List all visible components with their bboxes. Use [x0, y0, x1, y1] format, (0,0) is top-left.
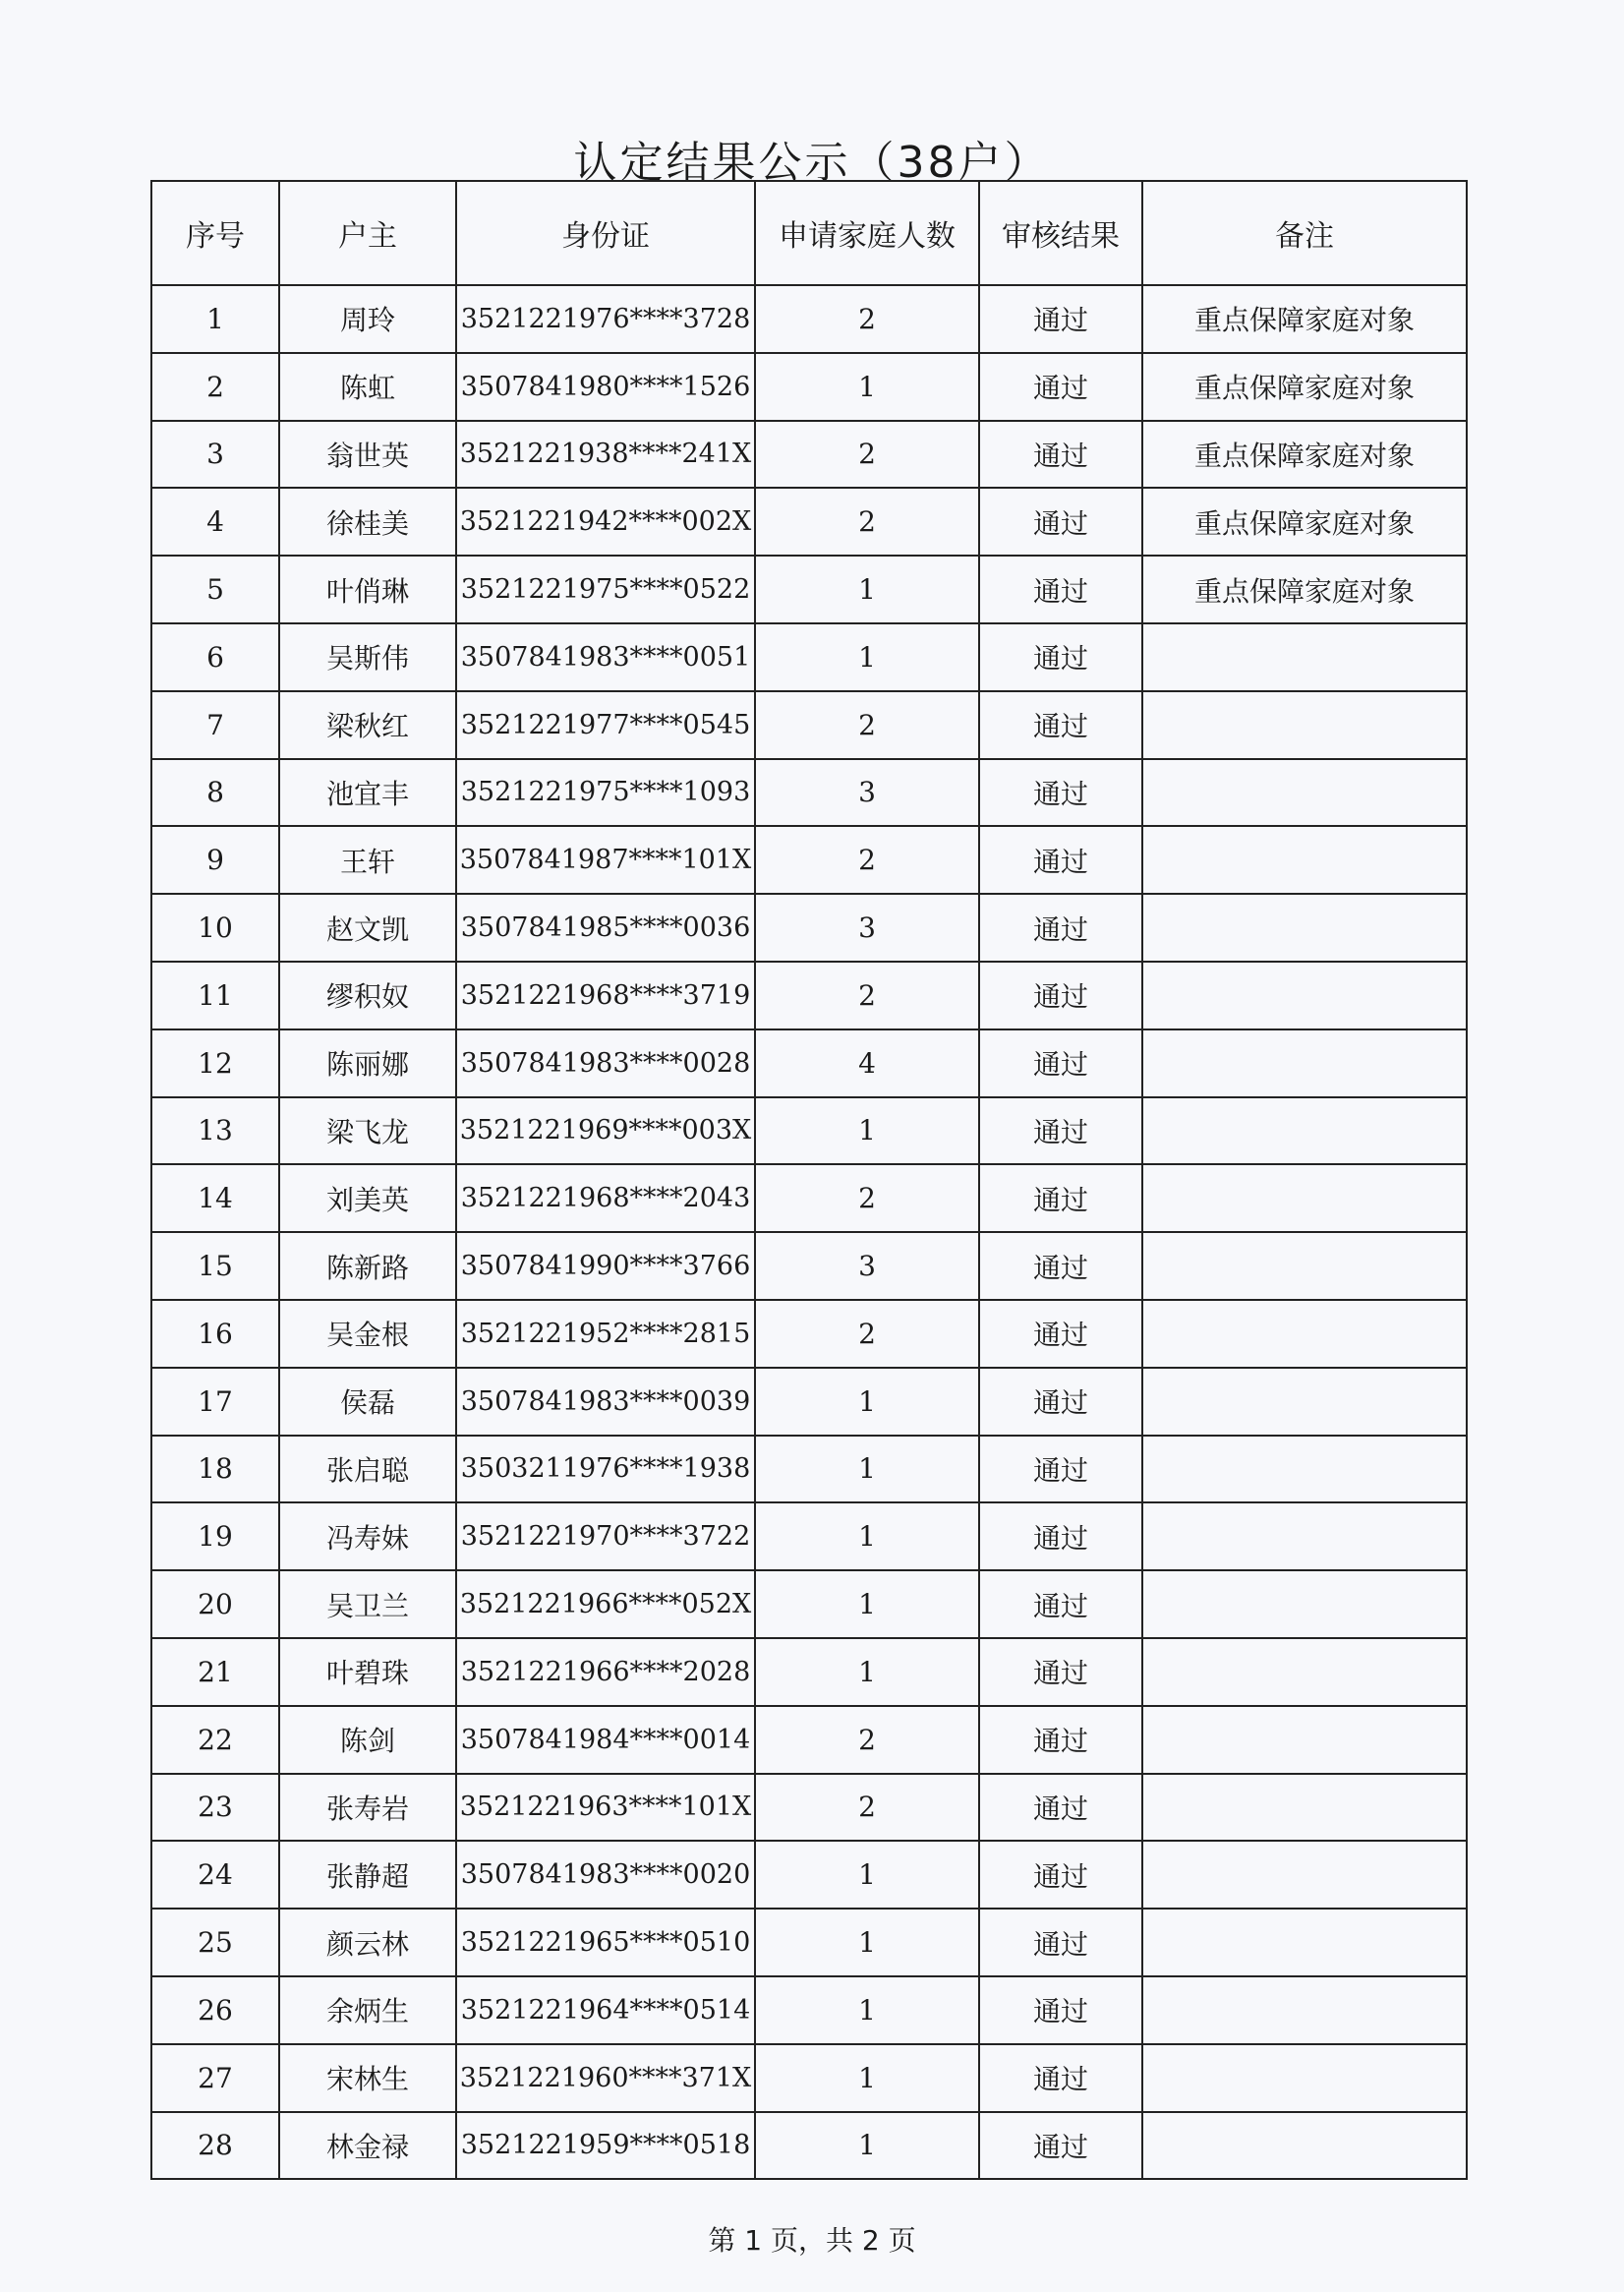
header-householder: 户主 [279, 181, 456, 285]
cell-family-size: 2 [755, 1164, 979, 1232]
cell-id-card: 3507841987****101X [456, 826, 755, 894]
table-row [151, 1097, 1467, 1165]
cell-no: 4 [151, 488, 279, 556]
cell-no: 15 [151, 1232, 279, 1300]
cell-remark [1142, 826, 1467, 894]
cell-id-card: 3503211976****1938 [456, 1436, 755, 1503]
table-row [151, 1368, 1467, 1436]
cell-review-result: 通过 [979, 1774, 1142, 1842]
table-row [151, 1706, 1467, 1774]
table-row [151, 1300, 1467, 1368]
header-no: 序号 [151, 181, 279, 285]
cell-householder: 吴卫兰 [279, 1570, 456, 1638]
cell-remark [1142, 1502, 1467, 1570]
cell-review-result: 通过 [979, 1164, 1142, 1232]
table-row [151, 285, 1467, 353]
cell-no: 19 [151, 1502, 279, 1570]
cell-remark [1142, 1232, 1467, 1300]
table-row [151, 1774, 1467, 1842]
cell-family-size: 1 [755, 1638, 979, 1706]
cell-householder: 叶碧珠 [279, 1638, 456, 1706]
cell-householder: 陈丽娜 [279, 1029, 456, 1097]
cell-family-size: 2 [755, 962, 979, 1029]
cell-family-size: 1 [755, 353, 979, 421]
cell-no: 7 [151, 691, 279, 759]
cell-householder: 陈剑 [279, 1706, 456, 1774]
cell-family-size: 1 [755, 623, 979, 691]
cell-id-card: 3521221977****0545 [456, 691, 755, 759]
cell-householder: 宋林生 [279, 2044, 456, 2112]
cell-family-size: 2 [755, 421, 979, 489]
table-row [151, 353, 1467, 421]
cell-id-card: 3507841980****1526 [456, 353, 755, 421]
cell-householder: 徐桂美 [279, 488, 456, 556]
table-row [151, 826, 1467, 894]
cell-no: 1 [151, 285, 279, 353]
cell-family-size: 2 [755, 1774, 979, 1842]
table-row [151, 691, 1467, 759]
cell-id-card: 3521221976****3728 [456, 285, 755, 353]
cell-family-size: 1 [755, 1841, 979, 1909]
table-row [151, 623, 1467, 691]
table-row [151, 1841, 1467, 1909]
cell-householder: 梁飞龙 [279, 1097, 456, 1165]
cell-householder: 林金禄 [279, 2112, 456, 2180]
cell-id-card: 3521221963****101X [456, 1774, 755, 1842]
cell-no: 26 [151, 1976, 279, 2044]
cell-remark: 重点保障家庭对象 [1142, 421, 1467, 489]
cell-no: 28 [151, 2112, 279, 2180]
cell-id-card: 3521221959****0518 [456, 2112, 755, 2180]
cell-householder: 张启聪 [279, 1436, 456, 1503]
cell-no: 25 [151, 1909, 279, 1976]
cell-householder: 翁世英 [279, 421, 456, 489]
cell-id-card: 3521221966****2028 [456, 1638, 755, 1706]
cell-family-size: 2 [755, 1706, 979, 1774]
cell-id-card: 3521221964****0514 [456, 1976, 755, 2044]
cell-review-result: 通过 [979, 1300, 1142, 1368]
cell-family-size: 2 [755, 488, 979, 556]
cell-remark: 重点保障家庭对象 [1142, 556, 1467, 623]
cell-no: 10 [151, 894, 279, 962]
cell-review-result: 通过 [979, 1029, 1142, 1097]
cell-no: 18 [151, 1436, 279, 1503]
cell-review-result: 通过 [979, 1502, 1142, 1570]
cell-family-size: 1 [755, 1570, 979, 1638]
cell-review-result: 通过 [979, 285, 1142, 353]
cell-id-card: 3521221968****2043 [456, 1164, 755, 1232]
cell-review-result: 通过 [979, 691, 1142, 759]
cell-family-size: 3 [755, 894, 979, 962]
cell-id-card: 3507841990****3766 [456, 1232, 755, 1300]
cell-review-result: 通过 [979, 2044, 1142, 2112]
cell-family-size: 1 [755, 1502, 979, 1570]
cell-no: 5 [151, 556, 279, 623]
cell-no: 20 [151, 1570, 279, 1638]
table-row [151, 2112, 1467, 2180]
table-row [151, 759, 1467, 827]
cell-review-result: 通过 [979, 1909, 1142, 1976]
cell-review-result: 通过 [979, 1368, 1142, 1436]
cell-remark [1142, 1436, 1467, 1503]
cell-review-result: 通过 [979, 1638, 1142, 1706]
cell-review-result: 通过 [979, 962, 1142, 1029]
cell-householder: 周玲 [279, 285, 456, 353]
header-review-result: 审核结果 [979, 181, 1142, 285]
cell-review-result: 通过 [979, 1706, 1142, 1774]
table-row [151, 1909, 1467, 1976]
cell-id-card: 3507841983****0020 [456, 1841, 755, 1909]
cell-householder: 叶俏琳 [279, 556, 456, 623]
cell-no: 21 [151, 1638, 279, 1706]
cell-no: 27 [151, 2044, 279, 2112]
cell-remark [1142, 623, 1467, 691]
table-row [151, 421, 1467, 489]
cell-remark [1142, 2112, 1467, 2180]
cell-review-result: 通过 [979, 894, 1142, 962]
cell-family-size: 1 [755, 2044, 979, 2112]
cell-no: 3 [151, 421, 279, 489]
cell-remark [1142, 962, 1467, 1029]
table-row [151, 1029, 1467, 1097]
cell-householder: 刘美英 [279, 1164, 456, 1232]
cell-no: 17 [151, 1368, 279, 1436]
cell-remark [1142, 1368, 1467, 1436]
cell-review-result: 通过 [979, 1976, 1142, 2044]
cell-id-card: 3521221965****0510 [456, 1909, 755, 1976]
cell-family-size: 1 [755, 1909, 979, 1976]
cell-householder: 缪积奴 [279, 962, 456, 1029]
cell-id-card: 3507841983****0028 [456, 1029, 755, 1097]
cell-householder: 梁秋红 [279, 691, 456, 759]
cell-remark [1142, 1570, 1467, 1638]
table-row [151, 1232, 1467, 1300]
cell-review-result: 通过 [979, 1570, 1142, 1638]
page-title: 认定结果公示（38户） [573, 138, 1051, 189]
cell-review-result: 通过 [979, 1232, 1142, 1300]
cell-family-size: 2 [755, 1300, 979, 1368]
cell-family-size: 1 [755, 1976, 979, 2044]
header-remark: 备注 [1142, 181, 1467, 285]
cell-no: 13 [151, 1097, 279, 1165]
cell-family-size: 3 [755, 759, 979, 827]
cell-remark [1142, 691, 1467, 759]
cell-remark [1142, 1909, 1467, 1976]
cell-householder: 吴金根 [279, 1300, 456, 1368]
cell-remark: 重点保障家庭对象 [1142, 353, 1467, 421]
cell-householder: 张寿岩 [279, 1774, 456, 1842]
cell-no: 24 [151, 1841, 279, 1909]
table-row [151, 1164, 1467, 1232]
cell-no: 22 [151, 1706, 279, 1774]
cell-id-card: 3521221960****371X [456, 2044, 755, 2112]
cell-remark [1142, 1774, 1467, 1842]
cell-review-result: 通过 [979, 556, 1142, 623]
cell-id-card: 3521221938****241X [456, 421, 755, 489]
table-row [151, 556, 1467, 623]
table-row [151, 1570, 1467, 1638]
cell-householder: 颜云林 [279, 1909, 456, 1976]
cell-id-card: 3521221970****3722 [456, 1502, 755, 1570]
cell-id-card: 3507841983****0039 [456, 1368, 755, 1436]
table-row [151, 1436, 1467, 1503]
table-row [151, 488, 1467, 556]
cell-householder: 张静超 [279, 1841, 456, 1909]
cell-review-result: 通过 [979, 1097, 1142, 1165]
table-row [151, 1976, 1467, 2044]
cell-remark [1142, 1706, 1467, 1774]
header-id-card: 身份证 [456, 181, 755, 285]
header-row [151, 181, 1467, 285]
cell-remark [1142, 2044, 1467, 2112]
cell-family-size: 3 [755, 1232, 979, 1300]
table-row [151, 894, 1467, 962]
cell-family-size: 4 [755, 1029, 979, 1097]
cell-family-size: 2 [755, 826, 979, 894]
cell-no: 2 [151, 353, 279, 421]
cell-review-result: 通过 [979, 421, 1142, 489]
cell-no: 23 [151, 1774, 279, 1842]
cell-family-size: 2 [755, 285, 979, 353]
table-row [151, 962, 1467, 1029]
cell-remark [1142, 1841, 1467, 1909]
cell-no: 11 [151, 962, 279, 1029]
cell-review-result: 通过 [979, 488, 1142, 556]
cell-review-result: 通过 [979, 2112, 1142, 2180]
cell-householder: 余炳生 [279, 1976, 456, 2044]
cell-id-card: 3521221966****052X [456, 1570, 755, 1638]
cell-no: 16 [151, 1300, 279, 1368]
cell-householder: 侯磊 [279, 1368, 456, 1436]
cell-review-result: 通过 [979, 759, 1142, 827]
cell-id-card: 3521221952****2815 [456, 1300, 755, 1368]
cell-id-card: 3507841984****0014 [456, 1706, 755, 1774]
cell-remark [1142, 1976, 1467, 2044]
cell-remark [1142, 1638, 1467, 1706]
cell-householder: 陈新路 [279, 1232, 456, 1300]
table-row [151, 2044, 1467, 2112]
cell-family-size: 1 [755, 1368, 979, 1436]
cell-family-size: 2 [755, 691, 979, 759]
cell-no: 8 [151, 759, 279, 827]
cell-review-result: 通过 [979, 623, 1142, 691]
cell-review-result: 通过 [979, 1436, 1142, 1503]
cell-remark [1142, 1164, 1467, 1232]
cell-id-card: 3521221942****002X [456, 488, 755, 556]
cell-id-card: 3507841985****0036 [456, 894, 755, 962]
cell-householder: 池宜丰 [279, 759, 456, 827]
cell-family-size: 1 [755, 1097, 979, 1165]
cell-remark [1142, 1300, 1467, 1368]
result-table [150, 180, 1468, 2180]
page-footer: 第 1 页，共 2 页 [708, 2224, 916, 2257]
cell-householder: 王轩 [279, 826, 456, 894]
cell-householder: 赵文凯 [279, 894, 456, 962]
cell-householder: 陈虹 [279, 353, 456, 421]
cell-no: 14 [151, 1164, 279, 1232]
cell-review-result: 通过 [979, 353, 1142, 421]
cell-id-card: 3521221969****003X [456, 1097, 755, 1165]
cell-id-card: 3521221968****3719 [456, 962, 755, 1029]
cell-remark [1142, 894, 1467, 962]
header-family-size: 申请家庭人数 [755, 181, 979, 285]
table-row [151, 1502, 1467, 1570]
cell-remark: 重点保障家庭对象 [1142, 488, 1467, 556]
cell-householder: 冯寿妹 [279, 1502, 456, 1570]
cell-family-size: 1 [755, 1436, 979, 1503]
cell-householder: 吴斯伟 [279, 623, 456, 691]
cell-no: 9 [151, 826, 279, 894]
cell-remark [1142, 759, 1467, 827]
cell-review-result: 通过 [979, 1841, 1142, 1909]
cell-id-card: 3521221975****0522 [456, 556, 755, 623]
cell-id-card: 3521221975****1093 [456, 759, 755, 827]
cell-review-result: 通过 [979, 826, 1142, 894]
table-row [151, 1638, 1467, 1706]
cell-remark [1142, 1029, 1467, 1097]
cell-remark: 重点保障家庭对象 [1142, 285, 1467, 353]
cell-remark [1142, 1097, 1467, 1165]
cell-no: 12 [151, 1029, 279, 1097]
cell-no: 6 [151, 623, 279, 691]
cell-id-card: 3507841983****0051 [456, 623, 755, 691]
cell-family-size: 1 [755, 2112, 979, 2180]
cell-family-size: 1 [755, 556, 979, 623]
